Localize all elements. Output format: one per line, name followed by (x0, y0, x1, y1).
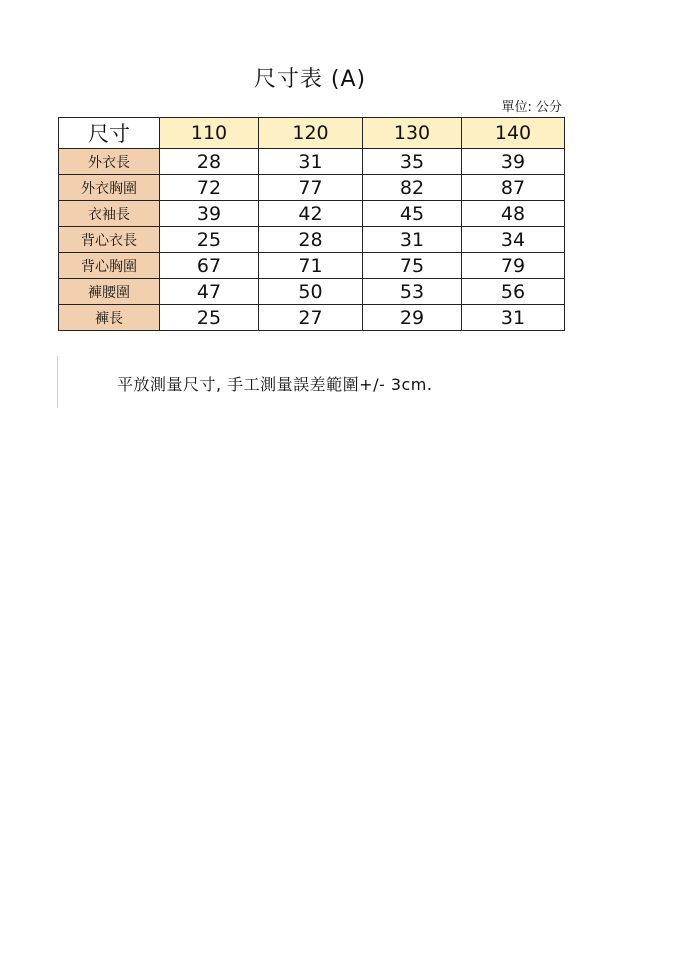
table-cell: 79 (462, 253, 565, 279)
size-header-120: 120 (259, 118, 363, 149)
table-cell: 34 (462, 227, 565, 253)
table-row (59, 305, 565, 331)
table-cell: 47 (160, 279, 259, 305)
table-cell: 72 (160, 175, 259, 201)
table-cell: 67 (160, 253, 259, 279)
table-cell: 82 (363, 175, 462, 201)
measurement-note: 平放測量尺寸, 手工測量誤差範圍+/- 3cm. (117, 375, 433, 394)
table-cell: 25 (160, 305, 259, 331)
table-row (59, 227, 565, 253)
row-label: 褲長 (59, 305, 160, 331)
row-label: 外衣長 (59, 149, 160, 175)
table-cell: 29 (363, 305, 462, 331)
size-header-110: 110 (160, 118, 259, 149)
row-label: 背心衣長 (59, 227, 160, 253)
table-cell: 35 (363, 149, 462, 175)
table-cell: 45 (363, 201, 462, 227)
table-cell: 27 (259, 305, 363, 331)
row-label: 外衣胸圍 (59, 175, 160, 201)
table-header-row (59, 118, 565, 149)
table-cell: 56 (462, 279, 565, 305)
size-header-130: 130 (363, 118, 462, 149)
note-divider (57, 356, 58, 408)
table-row (59, 253, 565, 279)
table-cell: 71 (259, 253, 363, 279)
table-cell: 77 (259, 175, 363, 201)
table-cell: 28 (259, 227, 363, 253)
table-cell: 87 (462, 175, 565, 201)
size-table (58, 117, 565, 331)
table-cell: 53 (363, 279, 462, 305)
size-header-140: 140 (462, 118, 565, 149)
table-corner-header: 尺寸 (59, 118, 160, 149)
unit-label: 單位: 公分 (501, 100, 562, 115)
table-cell: 31 (259, 149, 363, 175)
page-title: 尺寸表 (A) (253, 67, 367, 92)
table-row (59, 279, 565, 305)
row-label: 衣袖長 (59, 201, 160, 227)
table-cell: 50 (259, 279, 363, 305)
table-cell: 48 (462, 201, 565, 227)
table-cell: 28 (160, 149, 259, 175)
table-cell: 31 (462, 305, 565, 331)
table-cell: 39 (462, 149, 565, 175)
table-cell: 39 (160, 201, 259, 227)
table-row (59, 201, 565, 227)
table-row (59, 175, 565, 201)
table-cell: 25 (160, 227, 259, 253)
table-row (59, 149, 565, 175)
table-cell: 75 (363, 253, 462, 279)
table-cell: 42 (259, 201, 363, 227)
row-label: 背心胸圍 (59, 253, 160, 279)
table-cell: 31 (363, 227, 462, 253)
row-label: 褲腰圍 (59, 279, 160, 305)
